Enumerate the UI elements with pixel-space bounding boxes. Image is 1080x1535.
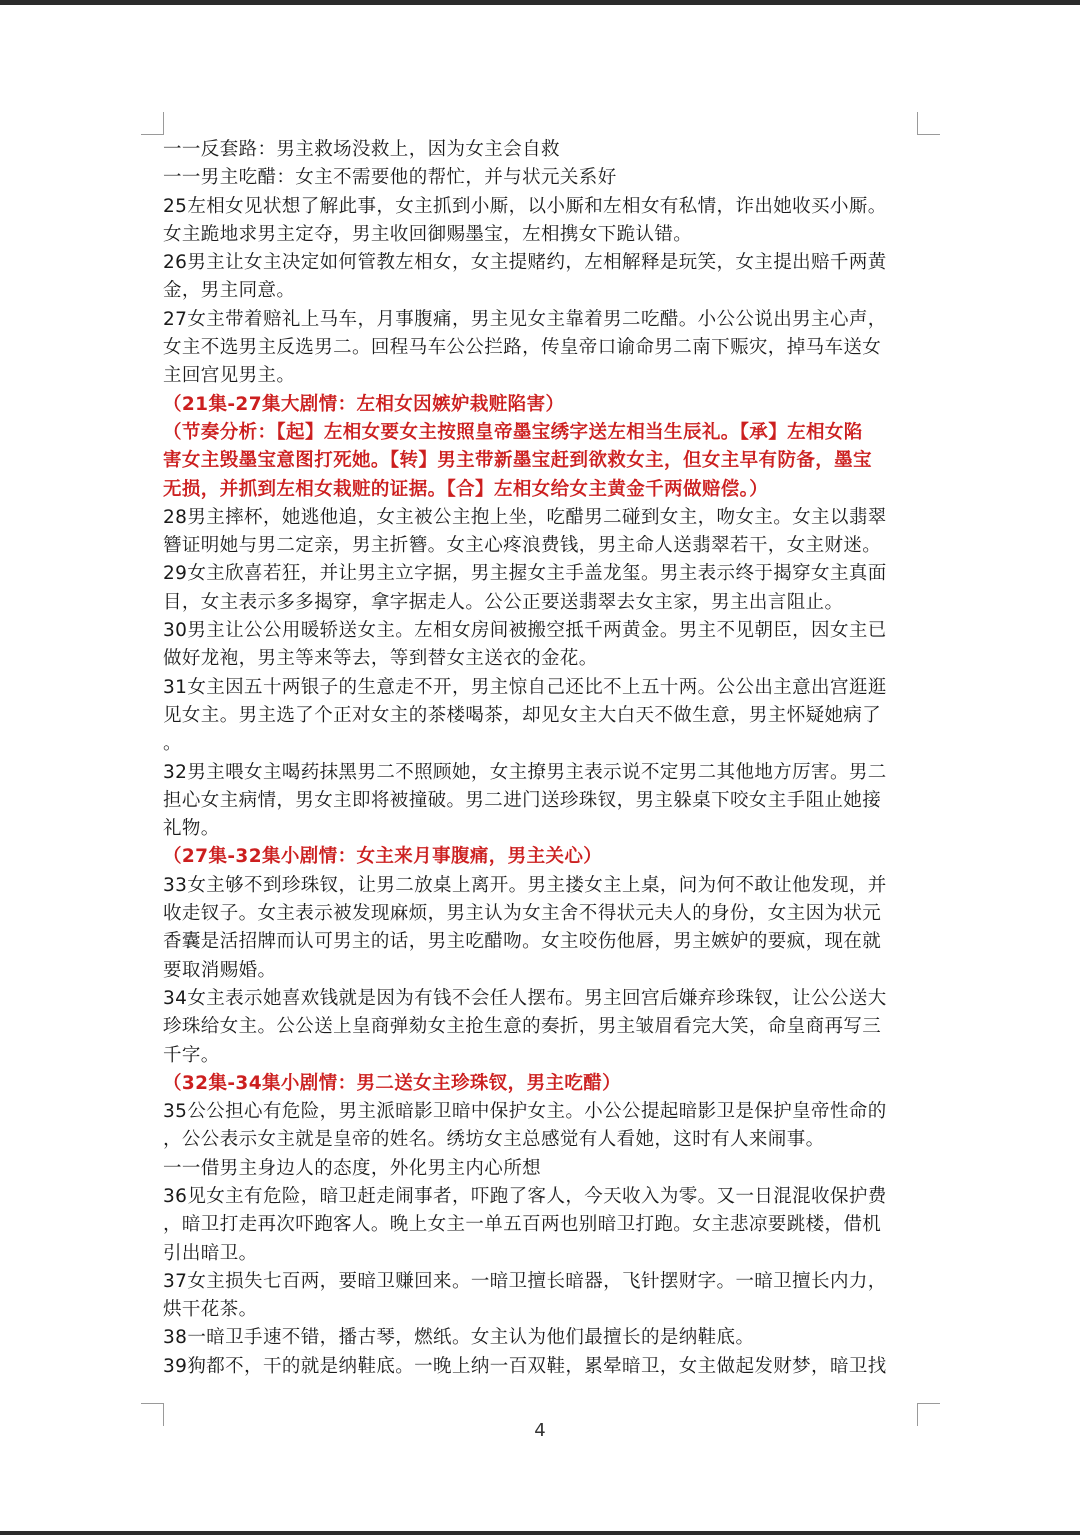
text-line: ，暗卫打走再次吓跑客人。晚上女主一单五百两也别暗卫打跑。女主悲凉要跳楼，借机 <box>163 1214 882 1236</box>
text-line: 28男主摔杯，她逃他追，女主被公主抱上坐，吃醋男二碰到女主，吻女主。女主以翡翠 <box>163 506 887 528</box>
text-line: 26男主让女主决定如何管教左相女，女主提赌约，左相解释是玩笑，女主提出赔千两黄 <box>163 252 887 274</box>
text-line: 一一反套路：男主救场没救上，因为女主会自救 <box>163 139 560 160</box>
text-line: 做好龙袍，男主等来等去，等到替女主送衣的金花。 <box>163 648 598 670</box>
text-line: 25左相女见状想了解此事，女主抓到小厮，以小厮和左相女有私情，诈出她收买小厮。 <box>163 195 887 217</box>
text-line: 34女主表示她喜欢钱就是因为有钱不会任人摆布。男主回宫后嫌弃珍珠钗，让公公送大 <box>163 987 887 1009</box>
text-line: 珍珠给女主。公公送上皇商弹劾女主抢生意的奏折，男主皱眉看完大笑，命皇商再写三 <box>163 1016 882 1038</box>
corner-mark-top-right <box>917 112 940 135</box>
text-line: 金，男主同意。 <box>163 280 296 302</box>
top-bar <box>0 0 1080 5</box>
highlight-line: （32集-34集小剧情：男二送女主珍珠钗，男主吃醋） <box>163 1072 622 1094</box>
corner-mark-top-left <box>141 112 164 135</box>
page-number: 4 <box>534 1420 546 1441</box>
text-line: 37女主损失七百两，要暗卫赚回来。一暗卫擅长暗器，飞针摆财字。一暗卫擅长内力， <box>163 1270 887 1292</box>
text-line: 要取消赐婚。 <box>163 959 277 981</box>
text-line: 32男主喂女主喝药抹黑男二不照顾她，女主撩男主表示说不定男二其他地方厉害。男二 <box>163 761 887 783</box>
text-line: 礼物。 <box>163 818 220 840</box>
text-line: 引出暗卫。 <box>163 1242 258 1264</box>
text-line: 一一男主吃醋：女主不需要他的帮忙，并与状元关系好 <box>163 167 617 189</box>
highlight-line: 害女主毁墨宝意图打死她。【转】男主带新墨宝赶到欲救女主，但女主早有防备，墨宝 <box>163 450 872 472</box>
text-line: 27女主带着赔礼上马车，月事腹痛，男主见女主靠着男二吃醋。小公公说出男主心声， <box>163 308 887 330</box>
text-line: 29女主欣喜若狂，并让男主立字据，男主握女主手盖龙玺。男主表示终于揭穿女主真面 <box>163 563 887 585</box>
text-line: 女主跪地求男主定夺，男主收回御赐墨宝，左相携女下跪认错。 <box>163 223 693 245</box>
text-line: 见女主。男主选了个正对女主的茶楼喝茶，却见女主大白天不做生意，男主怀疑她病了 <box>163 704 882 726</box>
highlight-line: （21集-27集大剧情：左相女因嫉妒栽赃陷害） <box>163 393 565 415</box>
text-line: 36见女主有危险，暗卫赶走闹事者，吓跑了客人，今天收入为零。又一日混混收保护费 <box>163 1185 887 1207</box>
text-line: 。 <box>163 733 182 755</box>
text-line: 担心女主病情，男女主即将被撞破。男二进门送珍珠钗，男主躲桌下咬女主手阻止她接 <box>163 789 882 811</box>
text-line: 目，女主表示多多揭穿，拿字据走人。公公正要送翡翠去女主家，男主出言阻止。 <box>163 591 844 613</box>
text-line: 收走钗子。女主表示被发现麻烦，男主认为女主舍不得状元夫人的身份，女主因为状元 <box>163 903 882 925</box>
text-line: ，公公表示女主就是皇帝的姓名。绣坊女主总感觉有人看她，这时有人来闹事。 <box>163 1129 825 1151</box>
text-line: 31女主因五十两银子的生意走不开，男主惊自己还比不上五十两。公公出主意出宫逛逛 <box>163 676 887 698</box>
text-line: 33女主够不到珍珠钗，让男二放桌上离开。男主搂女主上桌，问为何不敢让他发现，并 <box>163 874 887 896</box>
highlight-line: 无损，并抓到左相女栽赃的证据。【合】左相女给女主黄金千两做赔偿。） <box>163 478 769 500</box>
document-body <box>163 136 923 1386</box>
text-line: 簪证明她与男二定亲，男主折簪。女主心疼浪费钱，男主命人送翡翠若干，女主财迷。 <box>163 535 882 557</box>
text-line: 一一借男主身边人的态度，外化男主内心所想 <box>163 1157 542 1179</box>
text-line: 38一暗卫手速不错，播古琴，燃纸。女主认为他们最擅长的是纳鞋底。 <box>163 1327 755 1349</box>
highlight-line: （27集-32集小剧情：女主来月事腹痛，男主关心） <box>163 846 603 868</box>
highlight-line: （节奏分析：【起】左相女要女主按照皇帝墨宝绣字送左相当生辰礼。【承】左相女陷 <box>163 421 863 443</box>
text-line: 烘干花茶。 <box>163 1299 258 1321</box>
text-line: 女主不选男主反选男二。回程马车公公拦路，传皇帝口谕命男二南下赈灾，掉马车送女 <box>163 337 882 359</box>
text-line: 30男主让公公用暖轿送女主。左相女房间被搬空抵千两黄金。男主不见朝臣，因女主已 <box>163 620 887 642</box>
text-line: 主回宫见男主。 <box>163 365 296 387</box>
bottom-bar <box>0 1531 1080 1535</box>
text-line: 千字。 <box>163 1044 220 1066</box>
text-line: 香囊是活招牌而认可男主的话，男主吃醋吻。女主咬伤他唇，男主嫉妒的要疯，现在就 <box>163 931 882 953</box>
text-line: 39狗都不，干的就是纳鞋底。一晚上纳一百双鞋，累晕暗卫，女主做起发财梦，暗卫找 <box>163 1355 887 1377</box>
text-line: 35公公担心有危险，男主派暗影卫暗中保护女主。小公公提起暗影卫是保护皇帝性命的 <box>163 1101 887 1123</box>
